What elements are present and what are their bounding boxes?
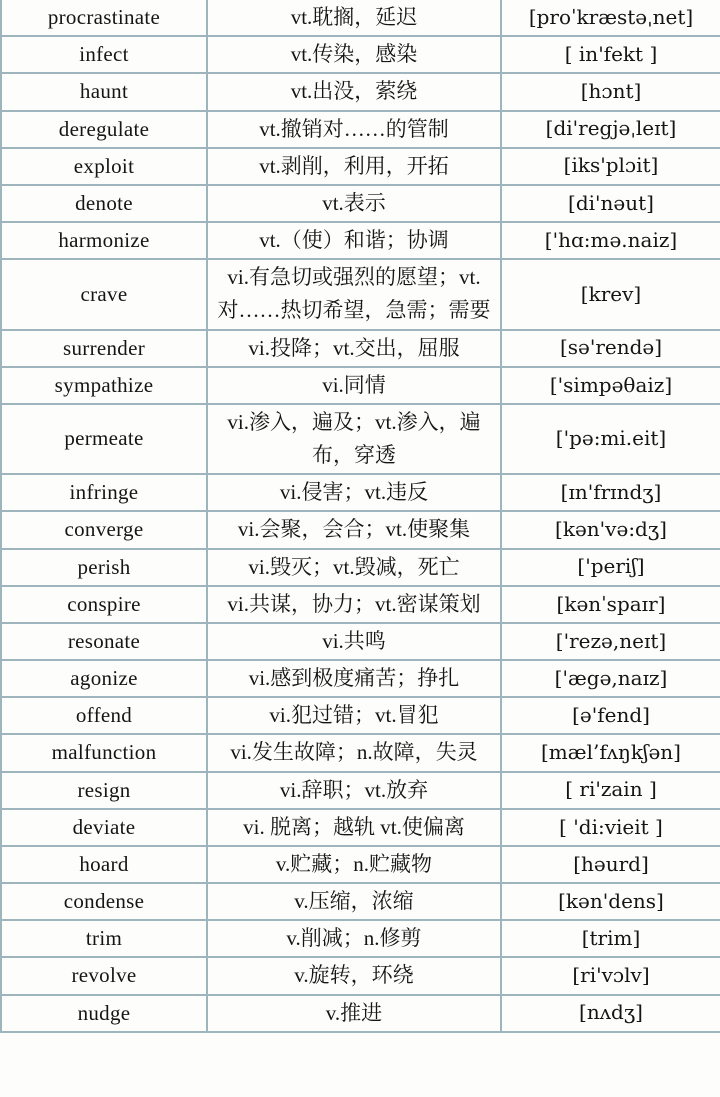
phonetic-cell: [proˈkræstəˌnet] — [501, 0, 720, 36]
word-cell: hoard — [1, 846, 207, 883]
vocabulary-table-body — [1, 0, 720, 1032]
phonetic-cell: ['hɑ:mə.naiz] — [501, 222, 720, 259]
definition-cell: vt.剥削，利用，开拓 — [207, 148, 501, 185]
vocab-row — [1, 772, 720, 809]
definition-cell: vi.同情 — [207, 367, 501, 404]
phonetic-cell: [ri'vɔlv] — [501, 957, 720, 994]
phonetic-cell: [iks'plɔit] — [501, 148, 720, 185]
phonetic-cell: [krev] — [501, 259, 720, 329]
word-cell: crave — [1, 259, 207, 329]
vocab-row — [1, 36, 720, 73]
vocab-row — [1, 0, 720, 36]
word-cell: resign — [1, 772, 207, 809]
phonetic-cell: ['pə:mi.eit] — [501, 404, 720, 474]
vocab-row — [1, 511, 720, 548]
word-cell: perish — [1, 549, 207, 586]
phonetic-cell: [həurd] — [501, 846, 720, 883]
definition-cell: vi.辞职；vt.放弃 — [207, 772, 501, 809]
word-cell: offend — [1, 697, 207, 734]
vocab-row — [1, 148, 720, 185]
phonetic-cell: [ 'di:vieit ] — [501, 809, 720, 846]
word-cell: haunt — [1, 73, 207, 110]
definition-cell: v.压缩，浓缩 — [207, 883, 501, 920]
definition-cell: vi.有急切或强烈的愿望；vt.对……热切希望，急需；需要 — [207, 259, 501, 329]
word-cell: harmonize — [1, 222, 207, 259]
word-cell: converge — [1, 511, 207, 548]
definition-cell: vt.传染，感染 — [207, 36, 501, 73]
word-cell: agonize — [1, 660, 207, 697]
word-cell: trim — [1, 920, 207, 957]
vocab-row — [1, 809, 720, 846]
vocab-row — [1, 549, 720, 586]
phonetic-cell: [sə'rendə] — [501, 330, 720, 367]
vocab-row — [1, 111, 720, 148]
phonetic-cell: [kənˈspaɪr] — [501, 586, 720, 623]
vocab-row — [1, 995, 720, 1032]
phonetic-cell: [nʌdʒ] — [501, 995, 720, 1032]
phonetic-cell: ['periʃ] — [501, 549, 720, 586]
definition-cell: vi.侵害；vt.违反 — [207, 474, 501, 511]
definition-cell: vi.感到极度痛苦；挣扎 — [207, 660, 501, 697]
definition-cell: v.削减；n.修剪 — [207, 920, 501, 957]
word-cell: procrastinate — [1, 0, 207, 36]
definition-cell: vi.共鸣 — [207, 623, 501, 660]
word-cell: malfunction — [1, 734, 207, 771]
definition-cell: vt.撤销对……的管制 — [207, 111, 501, 148]
word-cell: surrender — [1, 330, 207, 367]
definition-cell: vt.出没，萦绕 — [207, 73, 501, 110]
word-cell: nudge — [1, 995, 207, 1032]
vocab-row — [1, 846, 720, 883]
phonetic-cell: [di'nəut] — [501, 185, 720, 222]
vocab-row — [1, 586, 720, 623]
phonetic-cell: [ə'fend] — [501, 697, 720, 734]
phonetic-cell: [ in'fekt ] — [501, 36, 720, 73]
word-cell: deviate — [1, 809, 207, 846]
definition-cell: vi.渗入，遍及；vt.渗入，遍布，穿透 — [207, 404, 501, 474]
vocab-row — [1, 920, 720, 957]
word-cell: sympathize — [1, 367, 207, 404]
phonetic-cell: [trim] — [501, 920, 720, 957]
vocab-row — [1, 734, 720, 771]
word-cell: deregulate — [1, 111, 207, 148]
phonetic-cell: [hɔnt] — [501, 73, 720, 110]
phonetic-cell: [ ri'zain ] — [501, 772, 720, 809]
vocab-row — [1, 404, 720, 474]
vocab-row — [1, 367, 720, 404]
word-cell: exploit — [1, 148, 207, 185]
vocab-row — [1, 660, 720, 697]
vocab-row — [1, 623, 720, 660]
word-cell: infect — [1, 36, 207, 73]
phonetic-cell: ['simpəθaiz] — [501, 367, 720, 404]
word-cell: condense — [1, 883, 207, 920]
word-cell: denote — [1, 185, 207, 222]
definition-cell: vt.耽搁，延迟 — [207, 0, 501, 36]
vocab-row — [1, 697, 720, 734]
phonetic-cell: ['ægə,naɪz] — [501, 660, 720, 697]
phonetic-cell: [kən'və:dʒ] — [501, 511, 720, 548]
word-cell: permeate — [1, 404, 207, 474]
phonetic-cell: [di'regjəˌleɪt] — [501, 111, 720, 148]
definition-cell: vi.会聚，会合；vt.使聚集 — [207, 511, 501, 548]
vocab-row — [1, 222, 720, 259]
vocab-row — [1, 259, 720, 329]
definition-cell: vi. 脱离；越轨 vt.使偏离 — [207, 809, 501, 846]
phonetic-cell: [mæl’fʌŋkʃən] — [501, 734, 720, 771]
vocab-row — [1, 330, 720, 367]
definition-cell: vi.投降；vt.交出，屈服 — [207, 330, 501, 367]
definition-cell: v.旋转，环绕 — [207, 957, 501, 994]
phonetic-cell: [kən'dens] — [501, 883, 720, 920]
definition-cell: vi.犯过错；vt.冒犯 — [207, 697, 501, 734]
vocab-row — [1, 883, 720, 920]
definition-cell: vi.毁灭；vt.毁减，死亡 — [207, 549, 501, 586]
vocab-row — [1, 474, 720, 511]
definition-cell: vt.（使）和谐；协调 — [207, 222, 501, 259]
word-cell: resonate — [1, 623, 207, 660]
word-cell: infringe — [1, 474, 207, 511]
vocab-row — [1, 185, 720, 222]
vocab-row — [1, 957, 720, 994]
vocab-row — [1, 73, 720, 110]
word-cell: conspire — [1, 586, 207, 623]
word-cell: revolve — [1, 957, 207, 994]
definition-cell: vi.发生故障；n.故障，失灵 — [207, 734, 501, 771]
phonetic-cell: ['rezə,neɪt] — [501, 623, 720, 660]
definition-cell: v.推进 — [207, 995, 501, 1032]
definition-cell: v.贮藏；n.贮藏物 — [207, 846, 501, 883]
phonetic-cell: [ɪn'frɪndʒ] — [501, 474, 720, 511]
definition-cell: vt.表示 — [207, 185, 501, 222]
definition-cell: vi.共谋，协力；vt.密谋策划 — [207, 586, 501, 623]
